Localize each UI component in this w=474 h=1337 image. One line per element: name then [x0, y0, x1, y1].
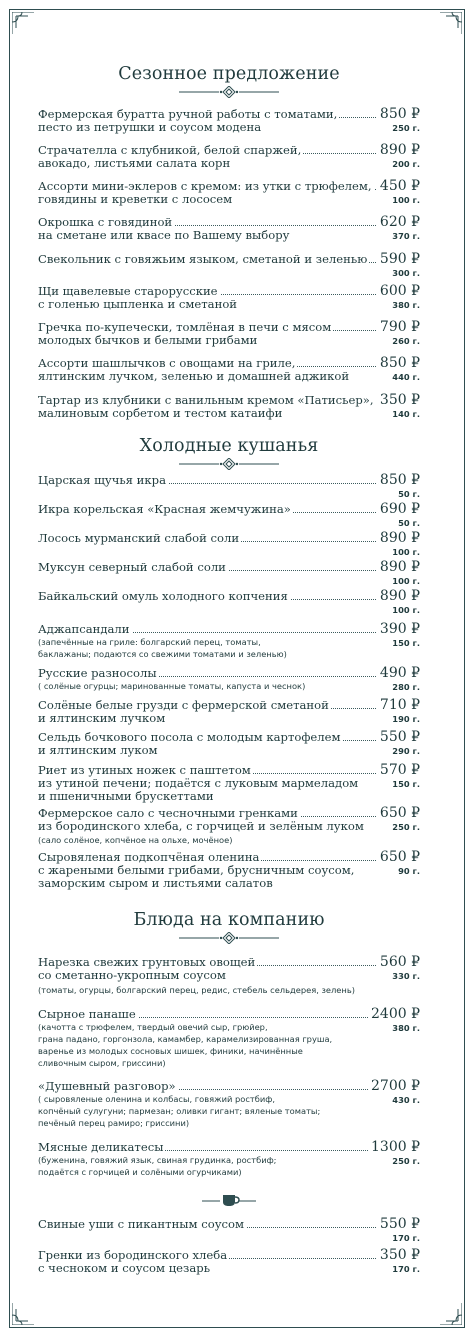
dish-weight: 260 г. — [392, 336, 420, 346]
menu-item — [38, 355, 420, 383]
dish-description: говядины и креветки с лососем — [38, 192, 233, 206]
corner-ornament-icon — [12, 1303, 34, 1325]
dish-name: Сельдь бочкового посола с молодым картофелем — [38, 730, 341, 744]
dish-name: Муксун северный слабой соли — [38, 560, 226, 574]
dish-weight: 380 г. — [392, 1023, 420, 1033]
dish-name: Русские разносолы — [38, 666, 157, 680]
dish-name: Икра корельская «Красная жемчужина» — [38, 502, 291, 516]
dish-name: Гренки из бородинского хлеба — [38, 1248, 228, 1262]
dish-note: (качотта с трюфелем, твердый овечий сыр, грюйер, — [38, 1022, 268, 1032]
dish-weight: 170 г. — [392, 1233, 420, 1243]
dish-price: 890 ₽ — [377, 531, 420, 546]
dish-name: Сырное панаше — [38, 1007, 136, 1021]
dish-weight: 190 г. — [392, 714, 420, 724]
dish-name: Свиные уши с пикантным соусом — [38, 1217, 245, 1231]
menu-item — [38, 392, 420, 420]
dish-price: 390 ₽ — [377, 622, 420, 637]
dish-description: и ялтинским лучком — [38, 711, 166, 725]
dish-note: (томаты, огурцы, болгарский перец, редис, стебель сельдерея, зелень) — [38, 985, 355, 995]
section-title-cold-dishes: Холодные кушанья — [139, 436, 319, 456]
dish-weight: 440 г. — [392, 372, 420, 382]
dish-description: со сметанно-укропным соусом — [38, 968, 226, 982]
menu-item — [38, 849, 420, 890]
dish-description: авокадо, листьями салата корн — [38, 156, 231, 170]
dish-price: 2400 ₽ — [368, 1007, 420, 1022]
dish-name: Гречка по-купечески, томлёная в печи с мясом — [38, 320, 332, 334]
dish-price: 890 ₽ — [377, 589, 420, 604]
dish-weight: 50 г. — [398, 489, 420, 499]
menu-item — [38, 319, 420, 347]
dish-weight: 150 г. — [392, 638, 420, 648]
dish-price: 570 ₽ — [377, 763, 420, 778]
dish-price: 600 ₽ — [377, 284, 420, 299]
menu-item — [38, 805, 420, 845]
dish-note: сливочным сыром, гриссини) — [38, 1058, 166, 1068]
dish-description: с голенью цыпленка и сметаной — [38, 297, 238, 311]
menu-item — [38, 472, 420, 499]
corner-ornament-icon — [12, 12, 34, 34]
dish-name: Фермерская буратта ручной работы с томатами, — [38, 107, 338, 121]
dish-note: (запечённые на гриле: болгарский перец, томаты, — [38, 637, 261, 647]
dish-weight: 90 г. — [398, 866, 420, 876]
dish-name: Свекольник с говяжьим языком, сметаной и зеленью — [38, 252, 368, 266]
menu-item — [38, 251, 420, 278]
corner-ornament-icon — [440, 12, 462, 34]
dish-name: Солёные белые грузди с фермерской сметаной — [38, 698, 329, 712]
menu-item — [38, 559, 420, 586]
menu-item — [38, 1216, 420, 1243]
dish-description: с жареными белыми грибами, брусничным соусом, — [38, 863, 355, 877]
tea-cup-icon — [202, 1193, 256, 1207]
section-title-seasonal: Сезонное предложение — [118, 64, 340, 84]
dish-weight: 430 г. — [392, 1095, 420, 1105]
dish-description: на сметане или квасе по Вашему выбору — [38, 228, 290, 242]
dish-name: Щи щавелевые старорусские — [38, 284, 218, 298]
dish-note: баклажаны; подаются со свежими томатами и зеленью) — [38, 649, 287, 659]
menu-item — [38, 501, 420, 528]
dish-price: 350 ₽ — [377, 1248, 420, 1263]
menu-item — [38, 283, 420, 311]
dish-name: Страчателла с клубникой, белой спаржей, — [38, 143, 302, 157]
dish-description: и пшеничными брускеттами — [38, 789, 214, 803]
dish-description: ялтинским лучком, зеленью и домашней аджикой — [38, 369, 350, 383]
dish-name: Аджапсандали — [38, 622, 130, 636]
dish-weight: 50 г. — [398, 518, 420, 528]
dish-name: Тартар из клубники с ванильным кремом «Патисьер», — [38, 393, 374, 407]
dish-weight: 280 г. — [392, 682, 420, 692]
dish-weight: 100 г. — [392, 605, 420, 615]
dish-price: 1300 ₽ — [368, 1140, 420, 1155]
dish-price: 550 ₽ — [377, 730, 420, 745]
menu-item — [38, 665, 420, 692]
dish-name: Мясные деликатесы — [38, 1140, 164, 1154]
menu-item — [38, 1006, 420, 1068]
dish-price: 560 ₽ — [377, 955, 420, 970]
dish-weight: 250 г. — [392, 1156, 420, 1166]
dish-description: из утиной печени; подаётся с луковым мармеладом — [38, 776, 359, 790]
dish-weight: 100 г. — [392, 547, 420, 557]
dish-note: ( солёные огурцы; маринованные томаты, капуста и чеснок) — [38, 681, 306, 691]
dish-price: 890 ₽ — [377, 560, 420, 575]
menu-item — [38, 621, 420, 659]
dish-description: молодых бычков и белыми грибами — [38, 333, 258, 347]
diamond-ornament-icon — [179, 458, 279, 470]
dish-note: грана падано, горгонзола, камамбер, карамелизированная груша, — [38, 1034, 333, 1044]
dish-description: из бородинского хлеба, с горчицей и зелёным луком — [38, 819, 364, 833]
dish-weight: 370 г. — [392, 231, 420, 241]
dish-weight: 150 г. — [392, 779, 420, 789]
dish-price: 690 ₽ — [377, 502, 420, 517]
menu-item — [38, 178, 420, 206]
dish-weight: 100 г. — [392, 195, 420, 205]
dish-price: 650 ₽ — [377, 806, 420, 821]
diamond-ornament-icon — [179, 932, 279, 944]
dish-weight: 330 г. — [392, 971, 420, 981]
dish-description: с чесноком и соусом цезарь — [38, 1261, 211, 1275]
dish-name: Ассорти шашлычков с овощами на гриле, — [38, 356, 296, 370]
dish-weight: 250 г. — [392, 822, 420, 832]
menu-item — [38, 106, 420, 134]
dish-price: 620 ₽ — [377, 215, 420, 230]
dish-name: Фермерское сало с чесночными гренками — [38, 806, 298, 820]
dish-price: 650 ₽ — [377, 850, 420, 865]
dish-weight: 140 г. — [392, 409, 420, 419]
dish-price: 450 ₽ — [377, 179, 420, 194]
dish-name: Риет из утиных ножек с паштетом — [38, 763, 251, 777]
dish-price: 710 ₽ — [377, 698, 420, 713]
menu-item — [38, 729, 420, 757]
dish-price: 2700 ₽ — [368, 1079, 420, 1094]
dish-note: ( сыровяленые оленина и колбасы, говяжий ростбиф, — [38, 1094, 275, 1104]
dish-weight: 380 г. — [392, 300, 420, 310]
dish-price: 350 ₽ — [377, 393, 420, 408]
dish-price: 550 ₽ — [377, 1217, 420, 1232]
dish-price: 850 ₽ — [377, 356, 420, 371]
dish-price: 790 ₽ — [377, 320, 420, 335]
menu-item — [38, 530, 420, 557]
dish-price: 590 ₽ — [377, 252, 420, 267]
menu-item — [38, 214, 420, 242]
dish-weight: 250 г. — [392, 123, 420, 133]
dish-note: варенье из молодых сосновых шишек, финики, начинённые — [38, 1046, 303, 1056]
dish-description: малиновым сорбетом и тестом катаифи — [38, 406, 283, 420]
dish-name: Сыровяленая подкопчёная оленина — [38, 850, 260, 864]
dish-price: 490 ₽ — [377, 666, 420, 681]
dish-price: 850 ₽ — [377, 107, 420, 122]
menu-item — [38, 1139, 420, 1177]
dish-price: 890 ₽ — [377, 143, 420, 158]
dish-description: песто из петрушки и соусом модена — [38, 120, 262, 134]
dish-price: 850 ₽ — [377, 473, 420, 488]
menu-item — [38, 1247, 420, 1275]
dish-weight: 290 г. — [392, 746, 420, 756]
dish-weight: 300 г. — [392, 268, 420, 278]
dish-note: подаётся с горчицей и солёными огурчиками) — [38, 1167, 242, 1177]
menu-item — [38, 142, 420, 170]
diamond-ornament-icon — [179, 86, 279, 98]
dish-name: Окрошка с говядиной — [38, 215, 173, 229]
dish-note: копчёный сулугуни; пармезан; оливки гигант; вяленые томаты; — [38, 1106, 321, 1116]
dish-weight: 170 г. — [392, 1264, 420, 1274]
dish-note: (сало солёное, копчёное на ольхе, мочёное) — [38, 835, 233, 845]
dish-weight: 100 г. — [392, 576, 420, 586]
dish-name: Ассорти мини-эклеров с кремом: из утки с трюфелем, — [38, 179, 372, 193]
dish-name: «Душевный разговор» — [38, 1079, 176, 1093]
dish-name: Байкальский омуль холодного копчения — [38, 589, 288, 603]
menu-item — [38, 954, 420, 995]
dish-name: Нарезка свежих грунтовых овощей — [38, 955, 256, 969]
menu-item — [38, 762, 420, 803]
dish-name: Лосось мурманский слабой соли — [38, 531, 240, 545]
dish-name: Царская щучья икра — [38, 473, 166, 487]
corner-ornament-icon — [440, 1303, 462, 1325]
menu-item — [38, 697, 420, 725]
dish-note: (буженина, говяжий язык, свиная грудинка, ростбиф; — [38, 1155, 277, 1165]
dish-description: и ялтинским луком — [38, 743, 158, 757]
menu-item — [38, 588, 420, 615]
dish-description: заморским сыром и листьями салатов — [38, 876, 273, 890]
section-title-sharing-dishes: Блюда на компанию — [133, 910, 325, 930]
dish-weight: 200 г. — [392, 159, 420, 169]
dish-note: печёный перец рамиро; гриссини) — [38, 1118, 190, 1128]
menu-item — [38, 1078, 420, 1128]
